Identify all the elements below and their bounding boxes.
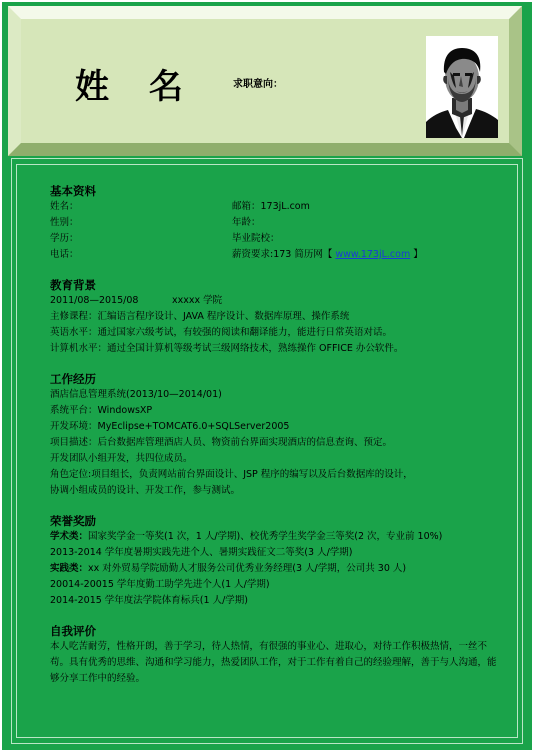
section-title-self: 自我评价 (50, 624, 96, 638)
award-text: xx 对外贸易学院励勤人才服务公司优秀业务经理(3 人/学期，公司共 30 人) (88, 563, 407, 574)
work-line: 系统平台：WindowsXP (50, 405, 153, 416)
age-field-label: 年龄： (232, 217, 261, 228)
info-row (50, 247, 500, 263)
section-title-basic: 基本资料 (50, 184, 96, 198)
gender-field-label: 性别： (50, 217, 79, 228)
work-line: 协调小组成员的设计、开发工作，参与测试。 (50, 485, 241, 496)
work-line: 角色定位:项目组长，负责网站前台界面设计、JSP 程序的编写以及后台数据库的设计， (50, 469, 413, 480)
info-row (50, 215, 500, 231)
education-period-row (50, 293, 500, 309)
salary-suffix: 】 (410, 249, 423, 260)
award-line (50, 577, 500, 593)
resume-content (50, 183, 500, 687)
header-panel (8, 6, 522, 156)
degree-field-label: 学历： (50, 233, 79, 244)
work-line: 项目描述：后台数据库管理酒店人员、物资前台界面实现酒店的信息查询、预定。 (50, 437, 393, 448)
award-text: 2013-2014 学年度暑期实践先进个人、暑期实践征文二等奖(3 人/学期) (50, 547, 353, 558)
award-line (50, 529, 500, 545)
header-inner (21, 19, 509, 143)
email-field: 邮箱：173jL.com (232, 201, 310, 212)
phone-field-label: 电话： (50, 249, 79, 260)
award-category: 学术类： (50, 531, 89, 542)
award-line (50, 561, 500, 577)
education-school: xxxxx 学院 (172, 295, 223, 306)
award-line (50, 593, 500, 609)
portrait-image (426, 36, 498, 138)
work-line: 开发团队小组开发，共四位成员。 (50, 453, 193, 464)
education-line: 主修课程：汇编语言程序设计、JAVA 程序设计、数据库原理、操作系统 (50, 311, 350, 322)
work-line: 开发环境：MyEclipse+TOMCAT6.0+SQLServer2005 (50, 421, 290, 432)
award-text: 2014-2015 学年度法学院体育标兵(1 人/学期) (50, 595, 248, 606)
section-title-work: 工作经历 (50, 372, 96, 386)
name-heading: 姓 名 (75, 67, 197, 107)
section-title-education: 教育背景 (50, 278, 96, 292)
name-field-label: 姓名： (50, 201, 79, 212)
work-line: 酒店信息管理系统(2013/10—2014/01) (50, 389, 222, 400)
award-line (50, 545, 500, 561)
salary-field (232, 247, 423, 263)
job-intent-label: 求职意向： (233, 79, 283, 90)
info-row (50, 199, 500, 215)
profile-photo (426, 36, 498, 138)
info-row (50, 231, 500, 247)
award-text: 20014-20015 学年度勤工助学先进个人(1 人/学期) (50, 579, 270, 590)
award-category: 实践类： (50, 563, 89, 574)
school-field-label: 毕业院校： (232, 233, 280, 244)
award-text: 国家奖学金一等奖(1 次，1 人/学期)、校优秀学生奖学金三等奖(2 次，专业前 10%) (88, 531, 443, 542)
education-line: 计算机水平：通过全国计算机等级考试三级网络技术，熟练操作 OFFICE 办公软件。 (50, 343, 404, 354)
self-evaluation-text: 本人吃苦耐劳，性格开朗，善于学习，待人热情，有很强的事业心、进取心，对待工作积极热情，一丝不苟。具有优秀的思维、沟通和学习能力，热爱团队工作，对于工作有着自己的经验理解，善于与人沟通，能够分享工作中的经验。 (50, 641, 497, 684)
section-title-awards: 荣誉奖励 (50, 514, 96, 528)
education-period: 2011/08—2015/08 (50, 295, 139, 306)
education-line: 英语水平：通过国家六级考试，有较强的阅读和翻译能力，能进行日常英语对话。 (50, 327, 393, 338)
salary-text: 薪资要求:173 简历网【 (232, 249, 336, 260)
website-link[interactable]: www.173jL.com (335, 249, 411, 260)
